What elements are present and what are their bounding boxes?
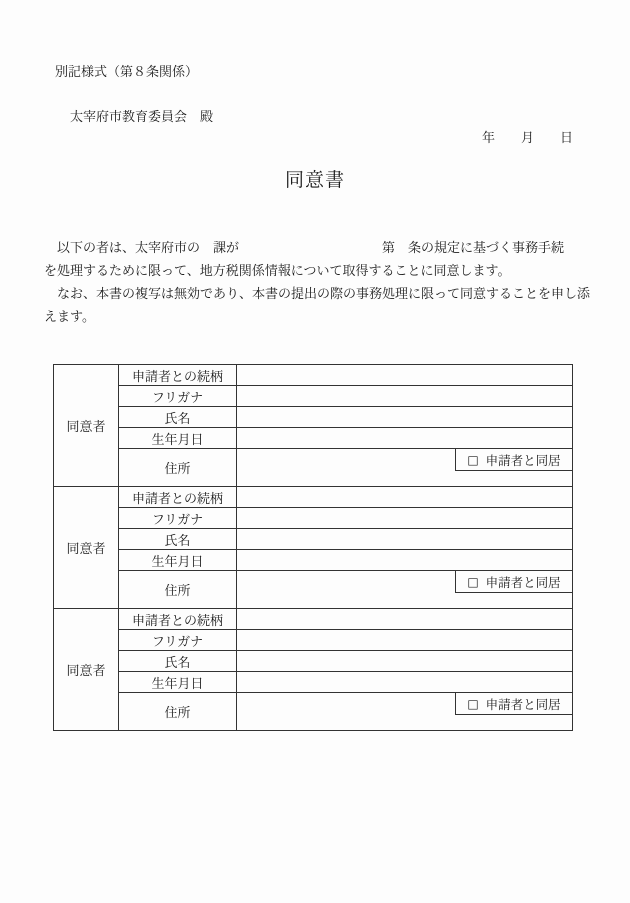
row-label-name: 氏名: [119, 407, 237, 428]
birthdate-field[interactable]: [237, 672, 573, 693]
table-row: [54, 449, 573, 487]
name-field[interactable]: [237, 529, 573, 550]
consenter-group-label: 同意者: [54, 487, 119, 609]
document-title: 同意書: [284, 169, 345, 191]
row-label-furigana: フリガナ: [119, 386, 237, 407]
relationship-field[interactable]: [237, 487, 573, 508]
row-label-relationship: 申請者との続柄: [119, 365, 237, 386]
body-paragraphs: [44, 237, 591, 329]
row-label-birthdate: 生年月日: [119, 550, 237, 571]
row-label-relationship: 申請者との続柄: [119, 487, 237, 508]
table-row: [54, 630, 573, 651]
relationship-field[interactable]: [237, 365, 573, 386]
body-line-1: 以下の者は、太宰府市の 課が 第 条の規定に基づく事務手続: [44, 241, 565, 256]
body-line-4: えます。: [44, 310, 95, 325]
address-field[interactable]: [237, 449, 573, 487]
table-row: [54, 365, 573, 386]
table-row: [54, 407, 573, 428]
address-field[interactable]: [237, 693, 573, 731]
row-label-address: 住所: [119, 693, 237, 731]
row-label-name: 氏名: [119, 651, 237, 672]
consenter-group-label: 同意者: [54, 609, 119, 731]
table-row: [54, 508, 573, 529]
row-label-relationship: 申請者との続柄: [119, 609, 237, 630]
table-row: [54, 609, 573, 630]
birthdate-field[interactable]: [237, 428, 573, 449]
birthdate-field[interactable]: [237, 550, 573, 571]
name-field[interactable]: [237, 651, 573, 672]
addressee-line: 太宰府市教育委員会 殿: [70, 110, 214, 125]
table-row: [54, 386, 573, 407]
table-row: [54, 487, 573, 508]
table-row: [54, 651, 573, 672]
body-line-3: なお、本書の複写は無効であり、本書の提出の際の事務処理に限って同意することを申し添: [44, 287, 591, 302]
row-label-birthdate: 生年月日: [119, 672, 237, 693]
row-label-name: 氏名: [119, 529, 237, 550]
table-row: [54, 428, 573, 449]
table-row: [54, 550, 573, 571]
checkbox-icon[interactable]: □: [467, 452, 479, 467]
table-row: [54, 672, 573, 693]
furigana-field[interactable]: [237, 508, 573, 529]
row-label-birthdate: 生年月日: [119, 428, 237, 449]
table-row: [54, 693, 573, 731]
furigana-field[interactable]: [237, 386, 573, 407]
cohabit-checkbox[interactable]: [455, 449, 572, 471]
date-line: 年 月 日: [481, 131, 573, 146]
checkbox-icon[interactable]: □: [467, 696, 479, 711]
cohabit-checkbox-label: 申請者と同居: [485, 696, 561, 712]
row-label-furigana: フリガナ: [119, 508, 237, 529]
address-field[interactable]: [237, 571, 573, 609]
table-row: [54, 529, 573, 550]
form-style-note: 別記様式（第８条関係）: [55, 65, 199, 80]
table-row: [54, 571, 573, 609]
checkbox-icon[interactable]: □: [467, 574, 479, 589]
row-label-address: 住所: [119, 449, 237, 487]
cohabit-checkbox-label: 申請者と同居: [485, 452, 561, 468]
furigana-field[interactable]: [237, 630, 573, 651]
relationship-field[interactable]: [237, 609, 573, 630]
name-field[interactable]: [237, 407, 573, 428]
row-label-furigana: フリガナ: [119, 630, 237, 651]
cohabit-checkbox[interactable]: [455, 693, 572, 715]
consenter-table: [53, 364, 573, 731]
consenter-group-label: 同意者: [54, 365, 119, 487]
body-line-2: を処理するために限って、地方税関係情報について取得することに同意します。: [44, 264, 511, 279]
cohabit-checkbox-label: 申請者と同居: [485, 574, 561, 590]
row-label-address: 住所: [119, 571, 237, 609]
cohabit-checkbox[interactable]: [455, 571, 572, 593]
